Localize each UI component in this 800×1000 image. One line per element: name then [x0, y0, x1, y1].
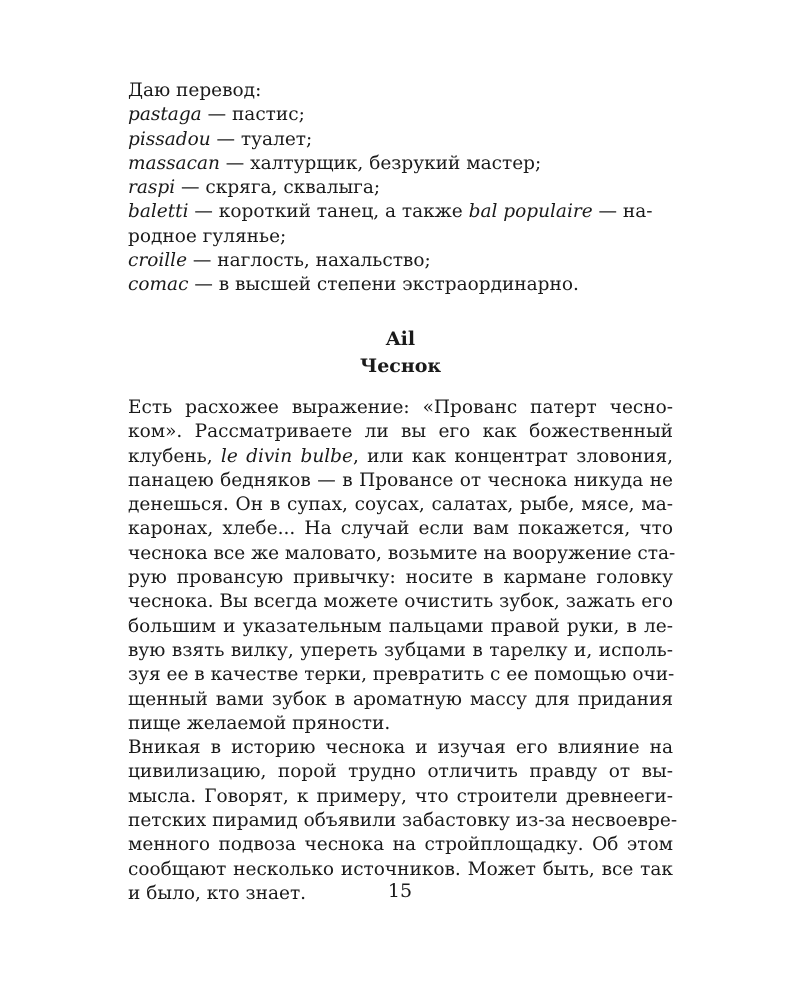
glossary-entry	[128, 128, 673, 152]
text-line: пище желаемой пряности.	[128, 712, 391, 734]
text-fragment: , или как концентрат зловония,	[352, 445, 673, 467]
page-number: 15	[387, 880, 413, 902]
glossary-intro: Даю перевод:	[128, 80, 262, 101]
text-line: рую провансую привычку: носите в кармане головку	[128, 567, 673, 589]
text-line: ком». Рассматриваете ли вы его как божественный	[128, 421, 673, 443]
text-line: цивилизацию, порой трудно отличить правду от вы-	[128, 761, 673, 783]
text-line: зуя ее в качестве терки, превратить с ее помощью очи-	[128, 664, 675, 686]
text-line: чеснока. Вы всегда можете очистить зубок, зажать его	[128, 591, 673, 613]
text-line: Вникая в историю чеснока и изучая его влияние на	[128, 737, 673, 759]
text-line: денешься. Он в супах, соусах, салатах, рыбе, мясе, ма-	[128, 494, 673, 516]
glossary-definition: — в высшей степени экстраординарно.	[188, 274, 579, 296]
glossary-term: massacan	[128, 152, 220, 174]
glossary-entry	[128, 249, 673, 273]
glossary-entry	[128, 103, 673, 127]
text-line: вую взять вилку, упереть зубцами в тарелку и, исполь-	[128, 639, 673, 661]
text-line: Есть расхожее выражение: «Прованс патерт чесно-	[128, 397, 673, 418]
glossary-entry	[128, 176, 673, 200]
glossary-term: pastaga	[128, 104, 202, 126]
text-line: щенный вами зубок в ароматную массу для придания	[128, 688, 673, 710]
glossary-term: croille	[128, 250, 188, 272]
glossary-definition: — короткий танец, а также	[188, 201, 469, 223]
glossary-definition: — скряга, сквалыга;	[175, 177, 381, 199]
text-line: и было, кто знает.	[128, 882, 307, 904]
section-title-russian: Чеснок	[359, 355, 442, 377]
glossary	[128, 79, 673, 298]
text-line: менного подвоза чеснока на стройплощадку. Об этом	[128, 834, 673, 856]
glossary-definition: — туалет;	[210, 128, 313, 150]
text-line: мысла. Говорят, к примеру, что строители древнееги-	[128, 785, 673, 807]
glossary-term: comac	[128, 274, 189, 296]
body-text	[128, 396, 678, 906]
glossary-term: bal populaire	[468, 201, 593, 223]
glossary-entry	[128, 273, 673, 297]
section-title-french: Ail	[385, 328, 416, 350]
glossary-definition: — на-	[592, 201, 653, 223]
glossary-term: raspi	[128, 177, 176, 199]
glossary-entry	[128, 152, 673, 176]
text-line: сообщают несколько источников. Может быть, все так	[128, 858, 673, 880]
text-line	[128, 445, 673, 469]
text-line: каронах, хлебе... На случай если вам покажется, что	[128, 518, 673, 540]
text-line: панацею бедняков — в Провансе от чеснока никуда не	[128, 469, 673, 491]
paragraph-1	[128, 396, 676, 736]
glossary-definition: — пастис;	[201, 104, 305, 126]
glossary-term: baletti	[128, 201, 189, 223]
glossary-definition: — халтурщик, безрукий мастер;	[219, 152, 542, 174]
text-fragment: клубень,	[128, 445, 221, 467]
glossary-entry	[128, 200, 673, 224]
text-line: большим и указательным пальцами правой руки, в ле-	[128, 615, 673, 637]
glossary-term: pissadou	[128, 128, 211, 150]
text-line: петских пирамид объявили забастовку из-за несвоевре-	[128, 810, 678, 832]
glossary-entry-continuation: родное гулянье;	[128, 225, 287, 247]
italic-phrase: le divin bulbe	[220, 445, 353, 467]
text-line: чеснока все же маловато, возьмите на вооружение ста-	[128, 542, 676, 564]
glossary-definition: — наглость, нахальство;	[187, 250, 431, 272]
